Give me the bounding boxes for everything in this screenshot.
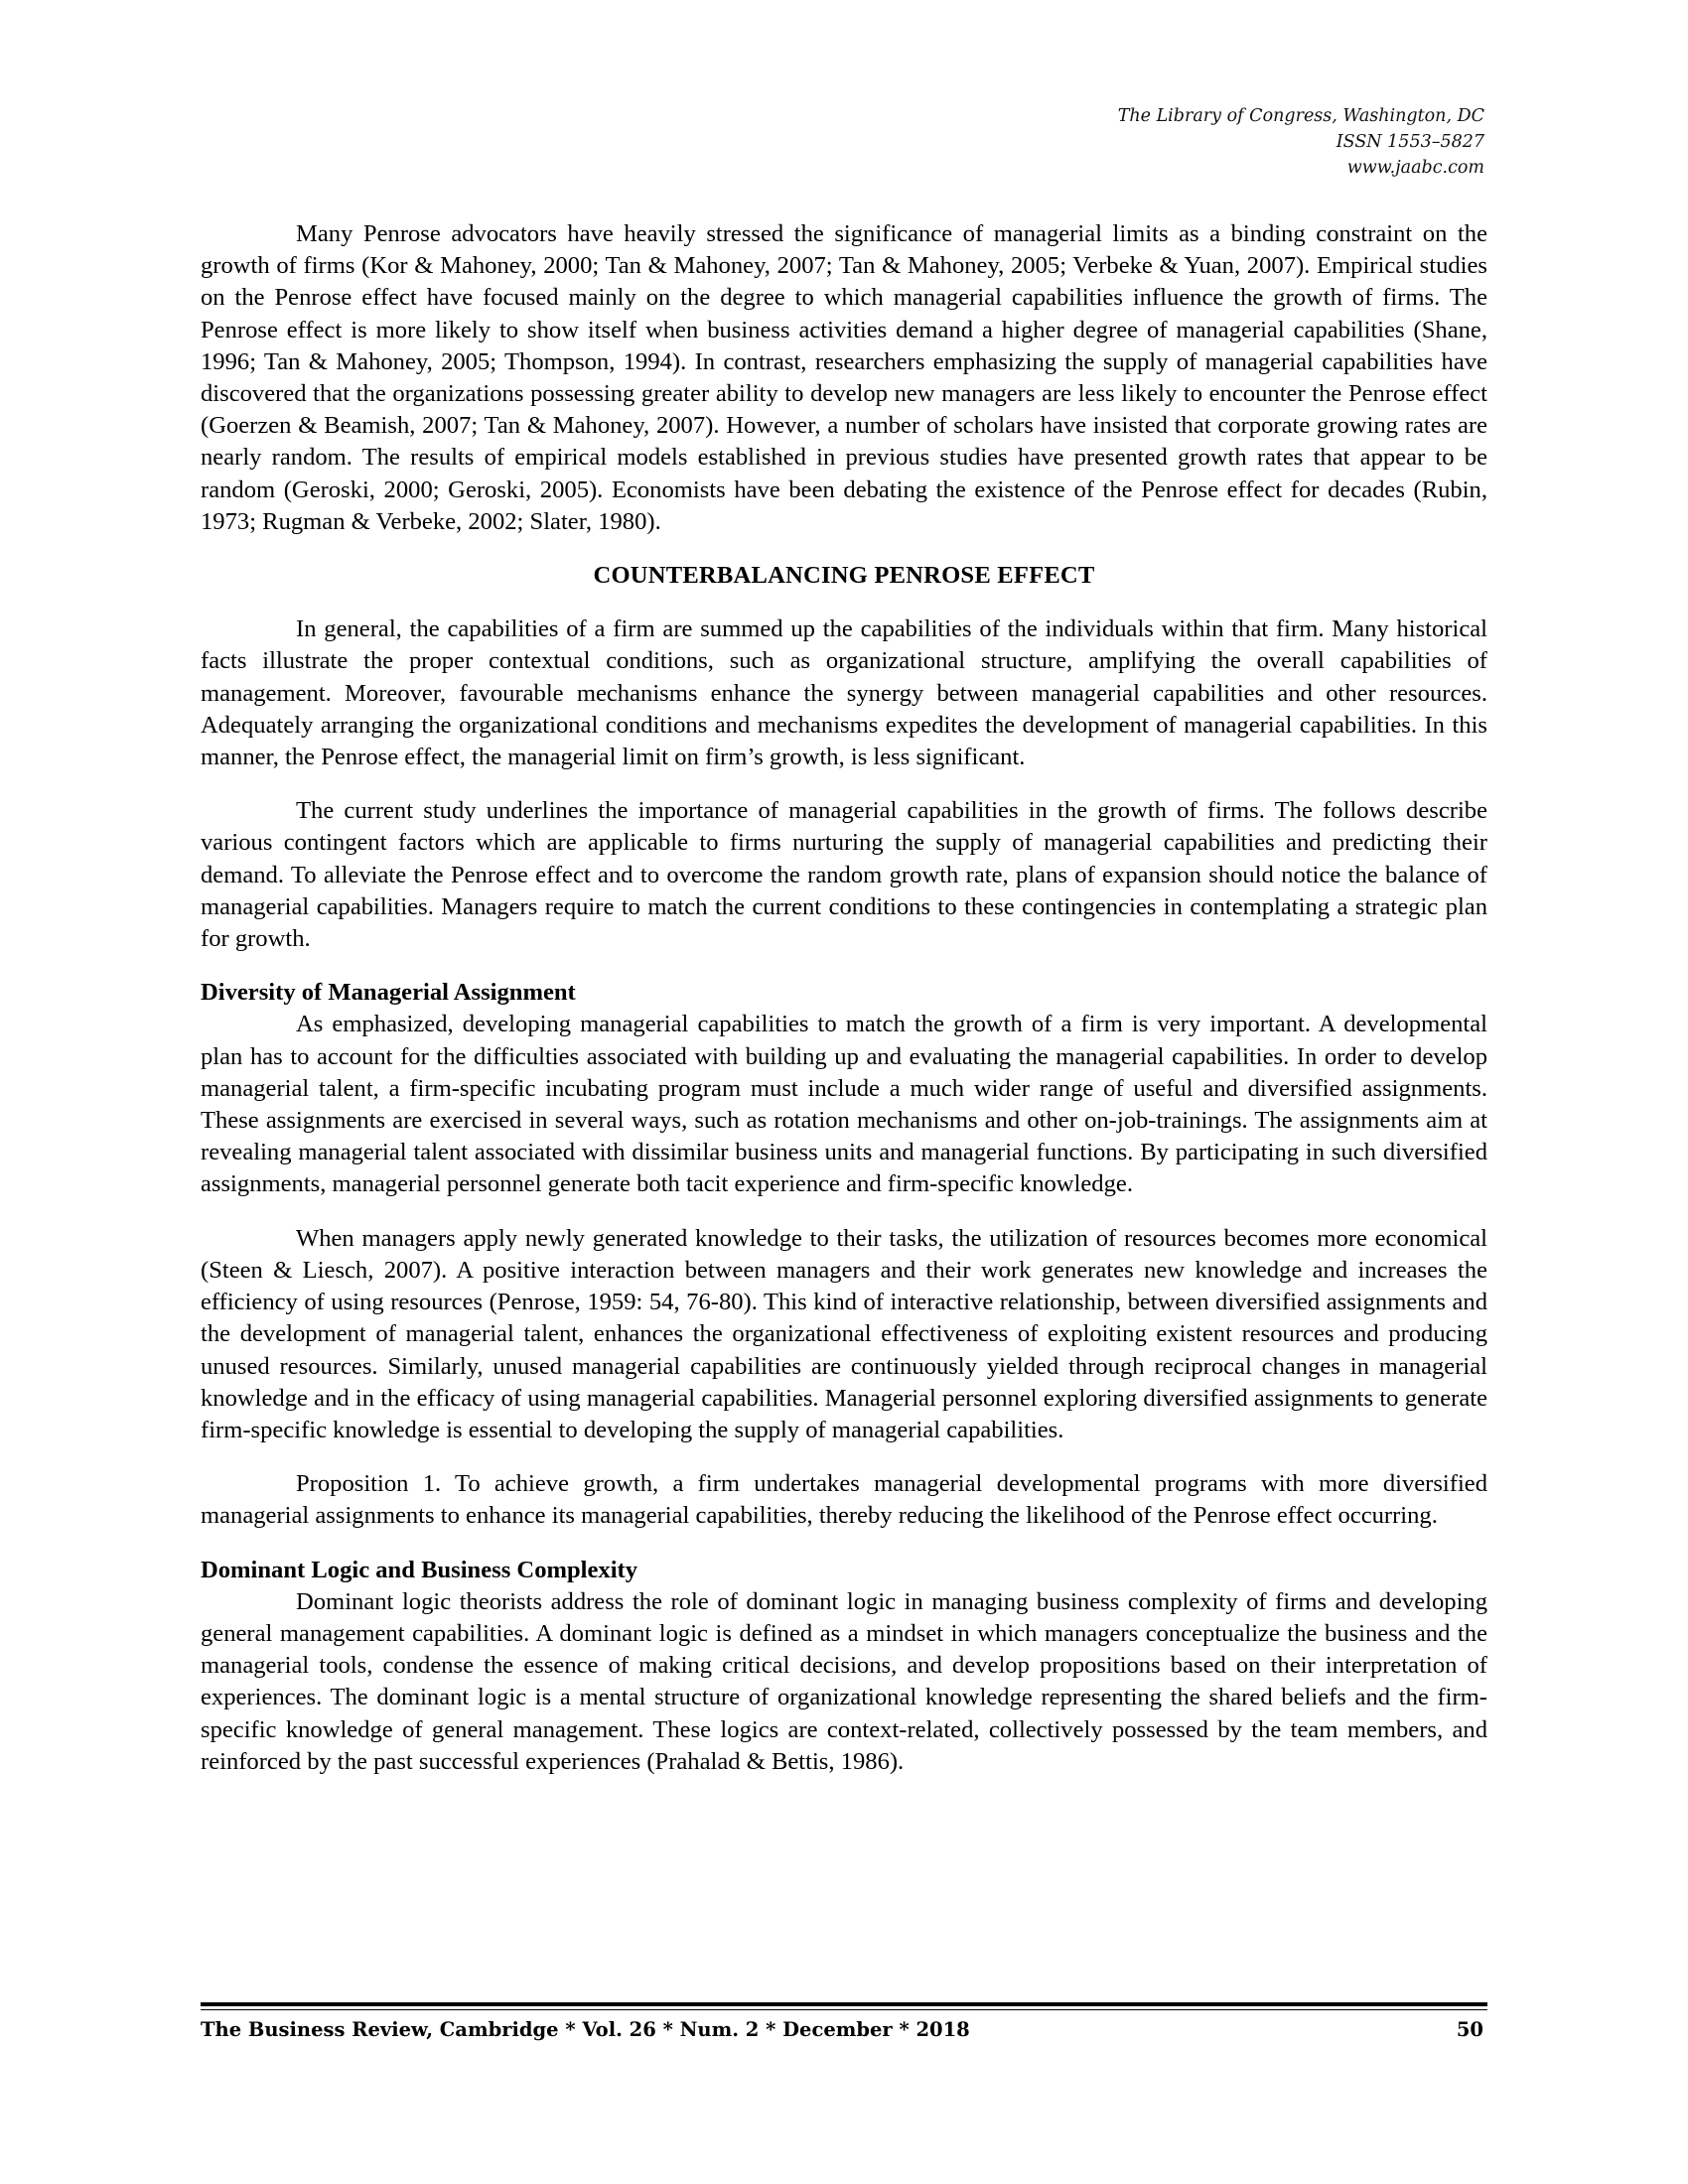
header-website-line: www.jaabc.com	[1346, 158, 1484, 178]
footer-rule-thick	[201, 2002, 1487, 2006]
running-footer	[201, 2015, 1487, 2045]
running-header	[1118, 103, 1484, 181]
counterbalancing-paragraph-2: The current study underlines the importance of managerial capabilities in the growth of firms. The follows describe various contingent factors which are applicable to firms nurturing the supply of managerial capabilities and predicting their demand. To alleviate the Penrose effect and to overcome the random growth rate, plans of expansion should notice the balance of managerial capabilities. Managers require to match the current conditions to these contingencies in contemplating a strategic plan for growth.	[201, 797, 1487, 953]
subheading-dominant-logic: Dominant Logic and Business Complexity	[201, 1556, 638, 1583]
header-issn-line: ISSN 1553–5827	[1336, 132, 1484, 152]
counterbalancing-paragraph-1: In general, the capabilities of a firm are summed up the capabilities of the individuals within that firm. Many historical facts illustrate the proper contextual conditions, such as organizational structure, amplifying the overall capabilities of management. Moreover, favourable mechanisms enhance the synergy between managerial capabilities and other resources. Adequately arranging the organizational conditions and mechanisms expedites the development of managerial capabilities. In this manner, the Penrose effect, the managerial limit on firm’s growth, is less significant.	[201, 615, 1487, 771]
diversity-paragraph-2: When managers apply newly generated knowledge to their tasks, the utilization of resources becomes more economical (Steen & Liesch, 2007). A positive interaction between managers and their work generates new knowledge and increases the efficiency of using resources (Penrose, 1959: 54, 76-80). This kind of interactive relationship, between diversified assignments and the development of managerial talent, enhances the organizational effectiveness of exploiting existent resources and producing unused resources. Similarly, unused managerial capabilities are continuously yielded through reciprocal changes in managerial knowledge and in the efficacy of using managerial capabilities. Managerial personnel exploring diversified assignments to generate firm-specific knowledge is essential to developing the supply of managerial capabilities.	[201, 1224, 1487, 1443]
proposition-1-paragraph: Proposition 1. To achieve growth, a firm undertakes managerial developmental programs with more diversified managerial assignments to enhance its managerial capabilities, thereby reducing the likelihood of the Penrose effect occurring.	[201, 1470, 1487, 1530]
diversity-paragraph-1: As emphasized, developing managerial capabilities to match the growth of a firm is very important. A developmental plan has to account for the difficulties associated with building up and evaluating the managerial capabilities. In order to develop managerial talent, a firm-specific incubating program must include a much wider range of useful and diversified assignments. These assignments are exercised in several ways, such as rotation mechanisms and other on-job-trainings. The assignments aim at revealing managerial talent associated with dissimilar business units and managerial functions. By participating in such diversified assignments, managerial personnel generate both tacit experience and firm-specific knowledge.	[201, 1011, 1487, 1198]
page-number: 50	[1456, 2018, 1483, 2041]
section-heading: COUNTERBALANCING PENROSE EFFECT	[593, 562, 1095, 590]
article-body	[201, 218, 1487, 1800]
dominant-logic-paragraph-1: Dominant logic theorists address the role of dominant logic in managing business complexity of firms and developing general management capabilities. A dominant logic is defined as a mindset in which managers conceptualize the business and the managerial tools, condense the essence of making critical decisions, and develop propositions based on their interpretation of experiences. The dominant logic is a mental structure of organizational knowledge representing the shared beliefs and the firm-specific knowledge of general management. These logics are context-related, collectively possessed by the team members, and reinforced by the past successful experiences (Prahalad & Bettis, 1986).	[201, 1587, 1487, 1775]
intro-paragraph: Many Penrose advocators have heavily stressed the significance of managerial limits as a binding constraint on the growth of firms (Kor & Mahoney, 2000; Tan & Mahoney, 2007; Tan & Mahoney, 2005; Verbeke & Yuan, 2007). Empirical studies on the Penrose effect have focused mainly on the degree to which managerial capabilities influence the growth of firms. The Penrose effect is more likely to show itself when business activities demand a higher degree of managerial capabilities (Shane, 1996; Tan & Mahoney, 2005; Thompson, 1994). In contrast, researchers emphasizing the supply of managerial capabilities have discovered that the organizations possessing greater ability to develop new managers are less likely to encounter the Penrose effect (Goerzen & Beamish, 2007; Tan & Mahoney, 2007). However, a number of scholars have insisted that corporate growing rates are nearly random. The results of empirical models established in previous studies have presented growth rates that appear to be random (Geroski, 2000; Geroski, 2005). Economists have been debating the existence of the Penrose effect for decades (Rubin, 1973; Rugman & Verbeke, 2002; Slater, 1980).	[201, 220, 1487, 535]
header-library-line: The Library of Congress, Washington, DC	[1117, 106, 1484, 126]
footer-rule-thin	[201, 2009, 1487, 2010]
footer-journal-citation: The Business Review, Cambridge * Vol. 26 * Num. 2 * December * 2018	[201, 2018, 970, 2041]
subheading-diversity: Diversity of Managerial Assignment	[201, 979, 576, 1007]
